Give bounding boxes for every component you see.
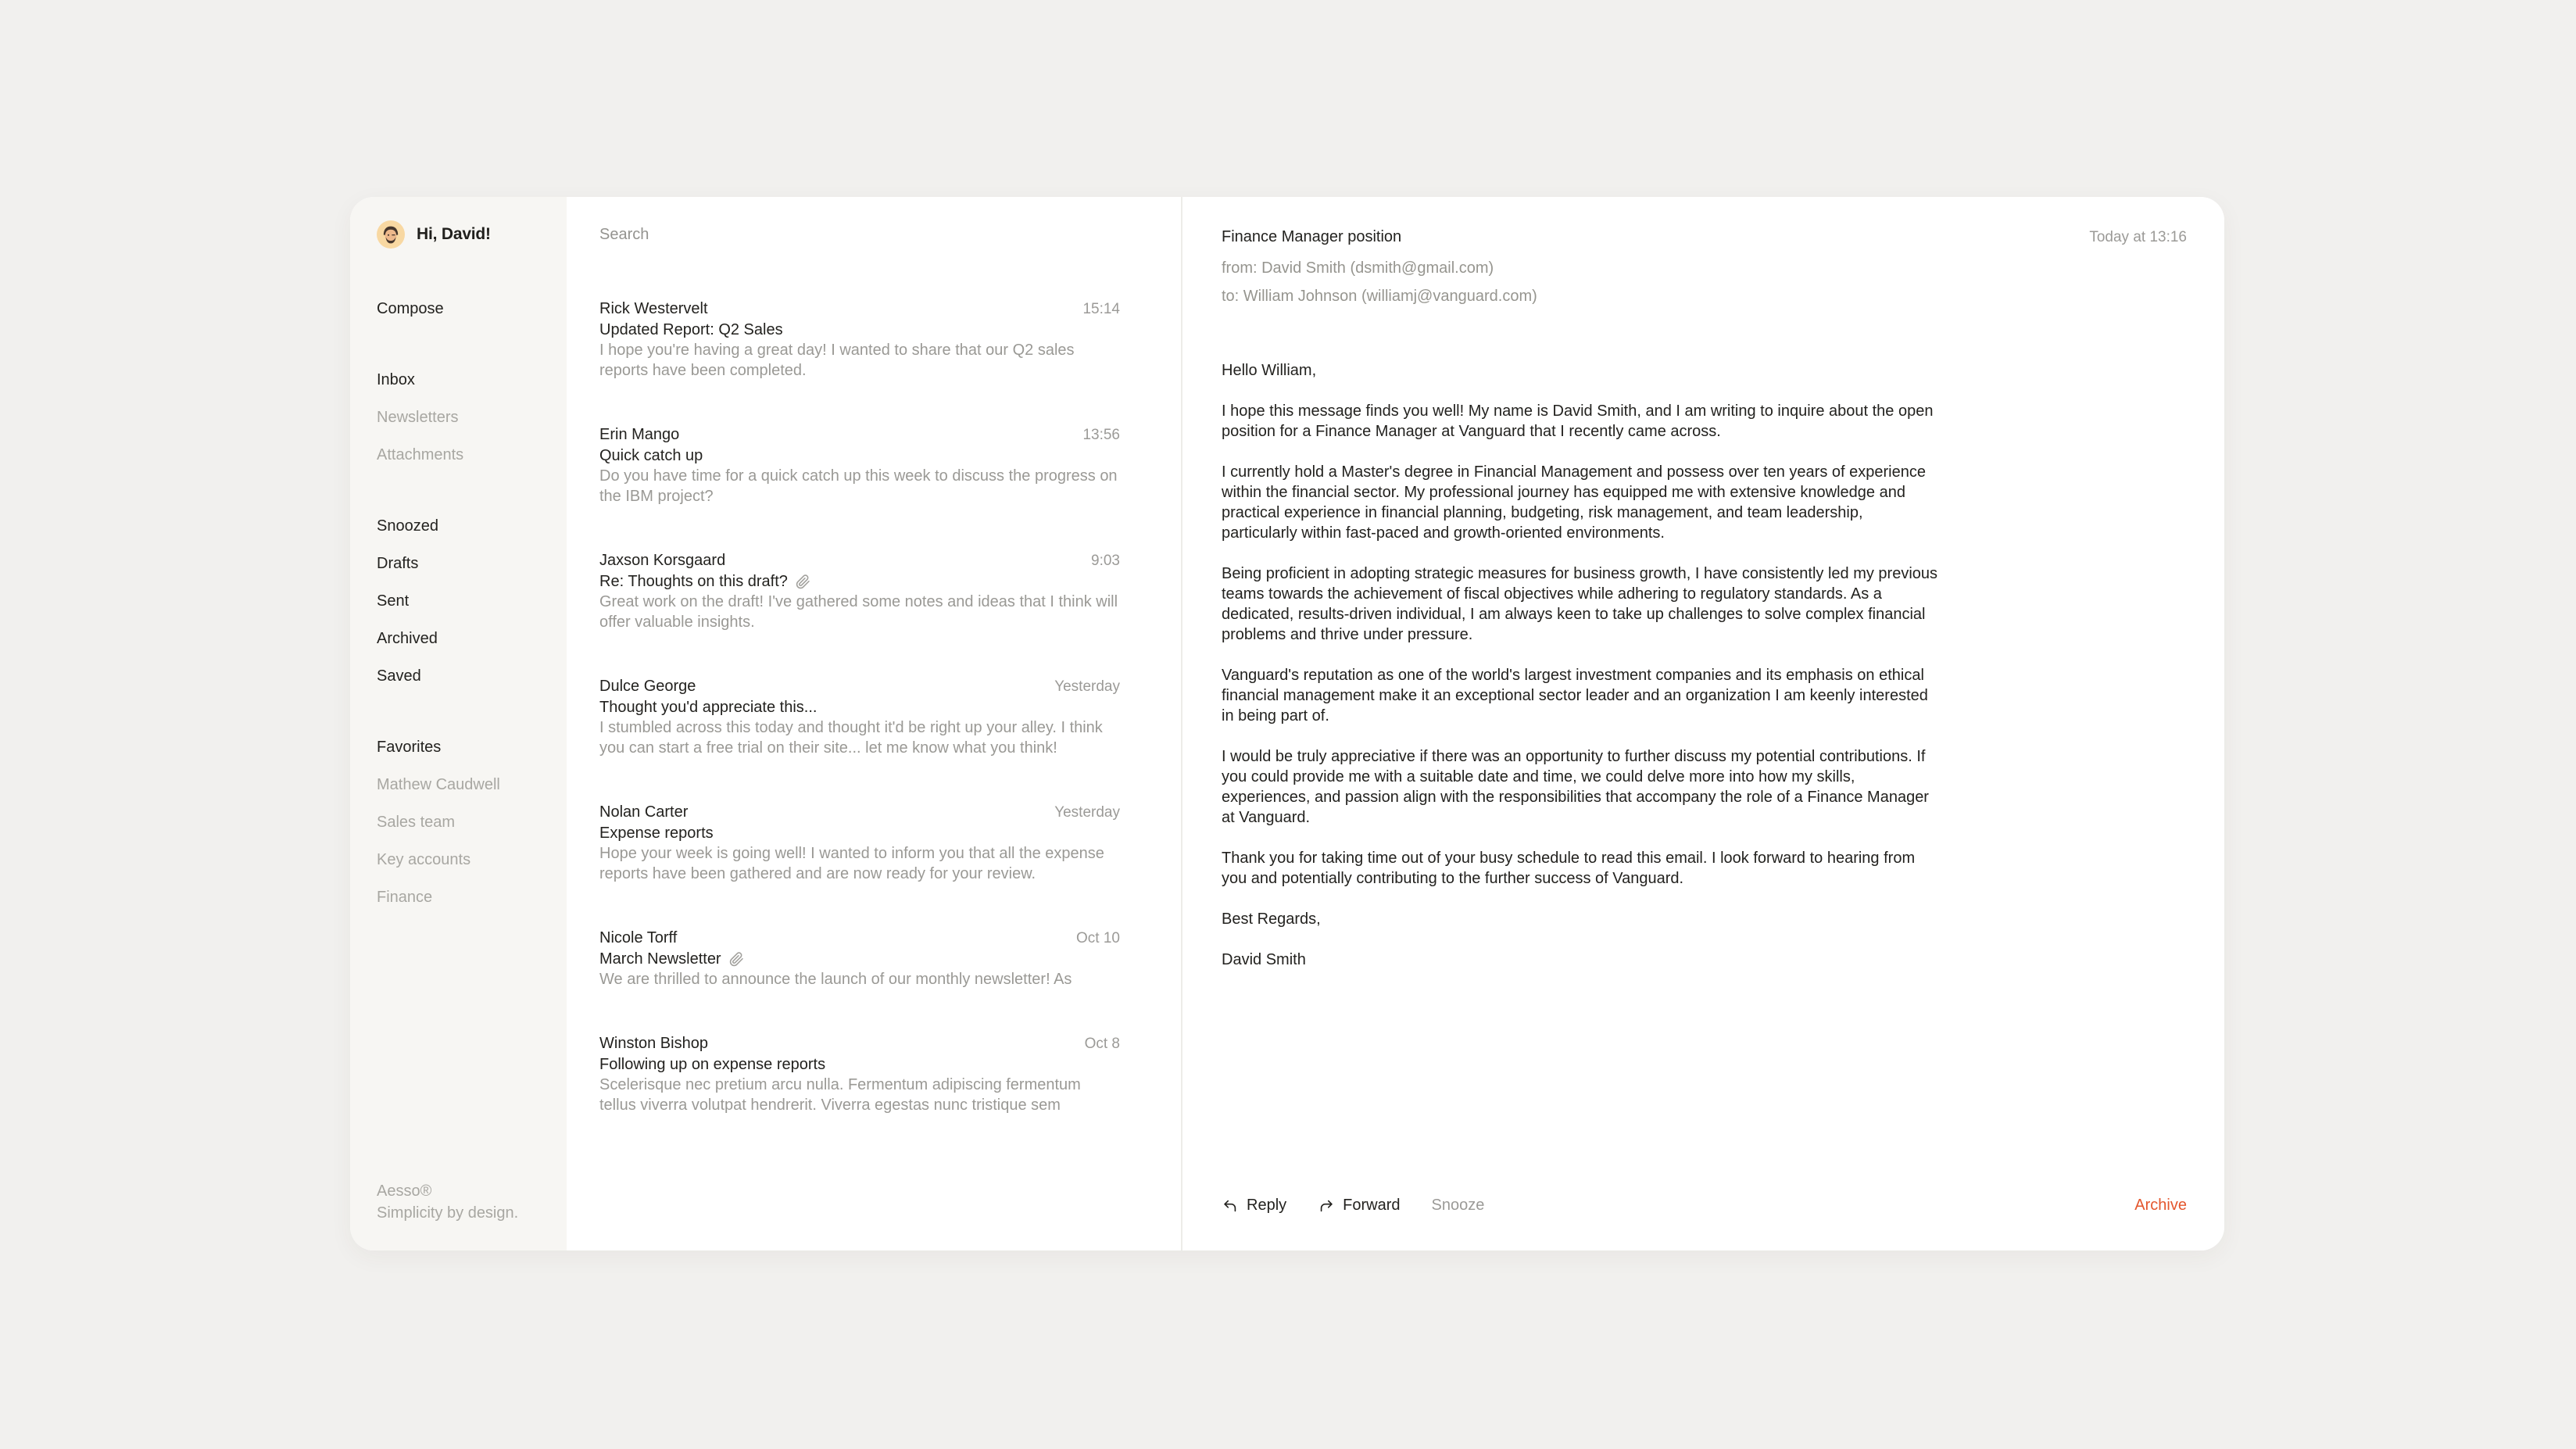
email-meta	[1222, 254, 2187, 310]
sidebar-item[interactable]: Finance	[377, 889, 433, 906]
email-preview: I hope you're having a great day! I wanted to share that our Q2 sales reports have been completed.	[599, 342, 1075, 379]
email-preview: We are thrilled to announce the launch of our monthly newsletter! As	[599, 971, 1072, 988]
email-subject-row	[599, 571, 1120, 592]
snooze-button[interactable]	[1432, 1197, 1485, 1215]
email-sender: Dulce George	[599, 678, 696, 695]
email-subject: Expense reports	[599, 825, 714, 842]
compose-button[interactable]: Compose	[377, 300, 444, 317]
user-greeting	[377, 220, 553, 249]
email-item-header	[599, 550, 1120, 571]
email-item-header	[599, 1033, 1120, 1054]
email-sender: Winston Bishop	[599, 1035, 708, 1052]
snooze-label: Snooze	[1431, 1197, 1485, 1214]
email-sender: Erin Mango	[599, 426, 680, 443]
sidebar-item[interactable]: Sales team	[377, 814, 456, 831]
email-detail-timestamp: Today at 13:16	[2089, 229, 2187, 245]
brand-footer	[377, 1180, 553, 1224]
sidebar-item[interactable]: Mathew Caudwell	[377, 776, 500, 793]
email-time: Oct 10	[1076, 930, 1120, 946]
email-item-header	[599, 802, 1120, 823]
sidebar-item[interactable]: Attachments	[377, 446, 464, 463]
email-body-paragraph: I currently hold a Master's degree in Financial Management and possess over ten years of experience within the financial sector. My professional journey has equipped me with extensive knowledge and practical experience in financial planning, budgeting, risk management, and team leadership, particularly within fast-paced and growth-oriented environments.	[1222, 463, 1926, 542]
sidebar-nav	[377, 327, 553, 916]
greeting-text: Hi, David!	[417, 225, 491, 243]
reply-button[interactable]	[1222, 1197, 1286, 1215]
email-list-item[interactable]	[599, 550, 1120, 632]
sidebar-item[interactable]: Favorites	[377, 739, 442, 756]
email-item-header	[599, 299, 1120, 320]
brand-name: Aesso®	[377, 1182, 432, 1200]
sidebar-item[interactable]: Inbox	[377, 371, 415, 388]
attachment-icon	[729, 952, 744, 967]
email-detail-subject: Finance Manager position	[1222, 228, 1402, 245]
email-subject: Thought you'd appreciate this...	[599, 699, 818, 716]
email-list-panel	[567, 197, 1182, 1250]
user-avatar	[377, 220, 405, 249]
email-time: Oct 8	[1084, 1036, 1120, 1052]
email-body-paragraph: Being proficient in adopting strategic measures for business growth, I have consistently led my previous teams towards the achievement of fiscal objectives while adhering to regulatory standards. As a dedicated, results-driven individual, I am always keen to take up challenges to solve complex financial problems and thrive under pressure.	[1222, 565, 1938, 643]
email-list	[599, 299, 1120, 1115]
email-subject: Re: Thoughts on this draft?	[599, 573, 788, 590]
sidebar-item[interactable]: Sent	[377, 592, 410, 610]
sidebar-item[interactable]: Snoozed	[377, 517, 438, 535]
search-input[interactable]	[599, 220, 1120, 249]
email-subject-row	[599, 823, 1120, 843]
email-subject-row	[599, 1054, 1120, 1075]
email-sender: Nolan Carter	[599, 803, 689, 821]
email-list-item[interactable]	[599, 299, 1120, 381]
email-preview: Scelerisque nec pretium arcu nulla. Fermentum adipiscing fermentum tellus viverra volutpat hendrerit. Viverra egestas nunc tristique sem	[599, 1076, 1081, 1114]
email-app-window	[350, 197, 2224, 1250]
email-subject-row	[599, 697, 1120, 717]
attachment-icon	[796, 574, 810, 589]
email-subject-row	[599, 320, 1120, 340]
sidebar-item[interactable]: Saved	[377, 667, 421, 685]
email-from-line: from: David Smith (dsmith@gmail.com)	[1222, 259, 1494, 277]
email-time: 15:14	[1082, 301, 1120, 317]
email-list-item[interactable]	[599, 928, 1120, 989]
email-time: 9:03	[1091, 553, 1120, 569]
sidebar-item[interactable]: Key accounts	[377, 851, 471, 868]
sidebar-item[interactable]: Newsletters	[377, 409, 459, 426]
email-sender: Rick Westervelt	[599, 300, 708, 317]
email-preview: I stumbled across this today and thought it'd be right up your alley. I think you can start a free trial on their site... let me know what you think!	[599, 719, 1103, 757]
email-subject: March Newsletter	[599, 950, 721, 968]
email-action-bar	[1222, 1197, 2187, 1215]
email-sender: Nicole Torff	[599, 929, 678, 946]
avatar-face-icon	[377, 220, 405, 249]
email-body-paragraph: Hello William,	[1222, 362, 1317, 379]
email-subject-row	[599, 949, 1120, 969]
email-list-item[interactable]	[599, 424, 1120, 506]
email-preview: Hope your week is going well! I wanted to inform you that all the expense reports have been gathered and are now ready for your review.	[599, 845, 1104, 882]
email-time: Yesterday	[1054, 804, 1120, 821]
email-item-header	[599, 676, 1120, 697]
email-subject: Following up on expense reports	[599, 1056, 826, 1073]
sidebar-item[interactable]: Archived	[377, 630, 438, 647]
email-item-header	[599, 424, 1120, 445]
reply-icon	[1222, 1197, 1239, 1215]
email-list-item[interactable]	[599, 1033, 1120, 1115]
email-subject: Quick catch up	[599, 447, 703, 464]
email-body	[1222, 360, 1941, 990]
email-list-item[interactable]	[599, 676, 1120, 758]
email-preview: Great work on the draft! I've gathered some notes and ideas that I think will offer valuable insights.	[599, 593, 1118, 631]
email-subject-row	[599, 445, 1120, 466]
archive-button[interactable]	[2134, 1197, 2187, 1215]
email-subject: Updated Report: Q2 Sales	[599, 321, 783, 338]
email-sender: Jaxson Korsgaard	[599, 552, 726, 569]
forward-label: Forward	[1343, 1197, 1401, 1214]
forward-button[interactable]	[1318, 1197, 1400, 1215]
email-to-line: to: William Johnson (williamj@vanguard.com)	[1222, 288, 1537, 305]
email-body-paragraph: I would be truly appreciative if there was an opportunity to further discuss my potential contributions. If you could provide me with a suitable date and time, we could delve more into how my skills, experiences, and passion align with the responsibilities that accompany the role of a Finance Manager at Vanguard.	[1222, 748, 1929, 826]
email-body-paragraph: David Smith	[1222, 951, 1306, 968]
email-body-paragraph: Thank you for taking time out of your busy schedule to read this email. I look forward to hearing from you and potentially contributing to the further success of Vanguard.	[1222, 850, 1916, 887]
email-detail-panel	[1182, 197, 2224, 1250]
email-time: 13:56	[1082, 427, 1120, 443]
email-body-paragraph: Best Regards,	[1222, 911, 1321, 928]
reply-label: Reply	[1247, 1197, 1287, 1214]
email-preview: Do you have time for a quick catch up this week to discuss the progress on the IBM project?	[599, 467, 1118, 505]
email-body-paragraph: Vanguard's reputation as one of the world's largest investment companies and its emphasis on ethical financial management make it an exceptional sector leader and an organization I am keenly interested in being part of.	[1222, 667, 1928, 724]
brand-tagline: Simplicity by design.	[377, 1204, 519, 1222]
email-list-item[interactable]	[599, 802, 1120, 884]
sidebar	[350, 197, 567, 1250]
archive-label: Archive	[2134, 1197, 2187, 1214]
email-item-header	[599, 928, 1120, 949]
email-body-paragraph: I hope this message finds you well! My name is David Smith, and I am writing to inquire about the open position for a Finance Manager at Vanguard that I recently came across.	[1222, 402, 1934, 440]
forward-icon	[1318, 1197, 1335, 1215]
sidebar-item[interactable]: Drafts	[377, 555, 419, 572]
email-time: Yesterday	[1054, 678, 1120, 695]
email-detail-header	[1222, 225, 2187, 249]
